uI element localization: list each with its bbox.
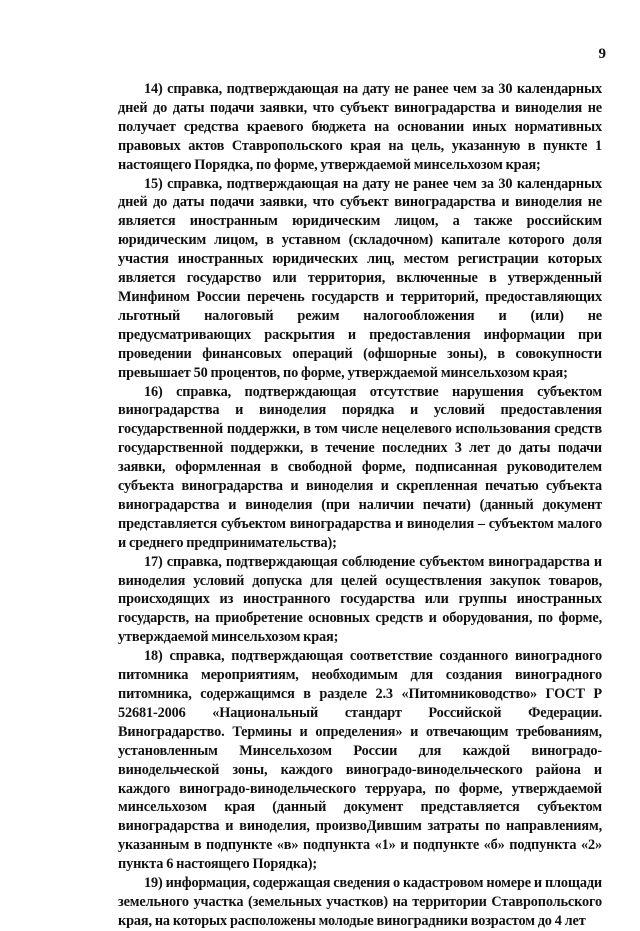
paragraph-item-17: 17) справка, подтверждающая соблюдение субъектом виноградарства и виноделия условий допуска для целей осуществления закупок товаров, происходящих из иностранного государства или группы иностранных государств, на приобретение основных средств и оборудования, по форме, утверждаемой минсельхозом края; [118,553,602,646]
document-body [118,80,602,931]
paragraph-item-19: 19) информация, содержащая сведения о кадастровом номере и площади земельного участка (земельных участков) на территории Ставропольского края, на которых расположены молодые виноградники возрастом до 4 лет [118,875,602,929]
page-number: 9 [598,46,606,62]
paragraph-item-18: 18) справка, подтверждающая соответствие созданного виноградного питомника мероприятиям, необходимым для создания виноградного питомника, содержащимся в разделе 2.3 «Питомниководство» ГОСТ Р 52681-2006 «Национальный стандарт Российской Федерации. Виноградарство. Термины и определения» и отвечающим требованиям, установленным Минсельхозом России для каждой виноградо-винодельческой зоны, каждого виноградо-винодельческого района и каждого виноградо-винодельческого терруара, по форме, утверждаемой минсельхозом края (данный документ представляется субъектом виноградарства и виноделия, произвоДившим затраты по направлениям, указанным в подпункте «в» подпункта «1» и подпункте «б» подпункта «2» пункта 6 настоящего Порядка); [118,648,602,873]
paragraph-item-15: 15) справка, подтверждающая на дату не ранее чем за 30 календарных дней до даты подачи заявки, что субъект виноградарства и виноделия не является иностранным юридическим лицом, а также российским юридическим лицом, в уставном (складочном) капитале которого доля участия иностранных юридических лиц, местом регистрации которых является государство или территория, включенные в утвержденный Минфином России перечень государств и территорий, предоставляющих льготный налоговый режим налогообложения и (или) не предусматривающих раскрытия и предоставления информации при проведении финансовых операций (офшорные зоны), в совокупности превышает 50 процентов, по форме, утверждаемой минсельхозом края; [118,175,602,381]
paragraph-item-14: 14) справка, подтверждающая на дату не ранее чем за 30 календарных дней до даты подачи заявки, что субъект виноградарства и виноделия не получает средства краевого бюджета на основании иных нормативных правовых актов Ставропольского края на цель, указанную в пункте 1 настоящего Порядка, по форме, утверждаемой минсельхозом края; [118,81,602,173]
paragraph-item-16: 16) справка, подтверждающая отсутствие нарушения субъектом виноградарства и виноделия порядка и условий предоставления государственной поддержки, в том числе нецелевого использования средств государственной поддержки, в течение последних 3 лет до даты подачи заявки, оформленная в свободной форме, подписанная руководителем субъекта виноградарства и виноделия и скрепленная печатью субъекта виноградарства и виноделия (при наличии печати) (данный документ представляется субъектом виноградарства и виноделия – субъектом малого и среднего предпринимательства); [118,383,602,551]
